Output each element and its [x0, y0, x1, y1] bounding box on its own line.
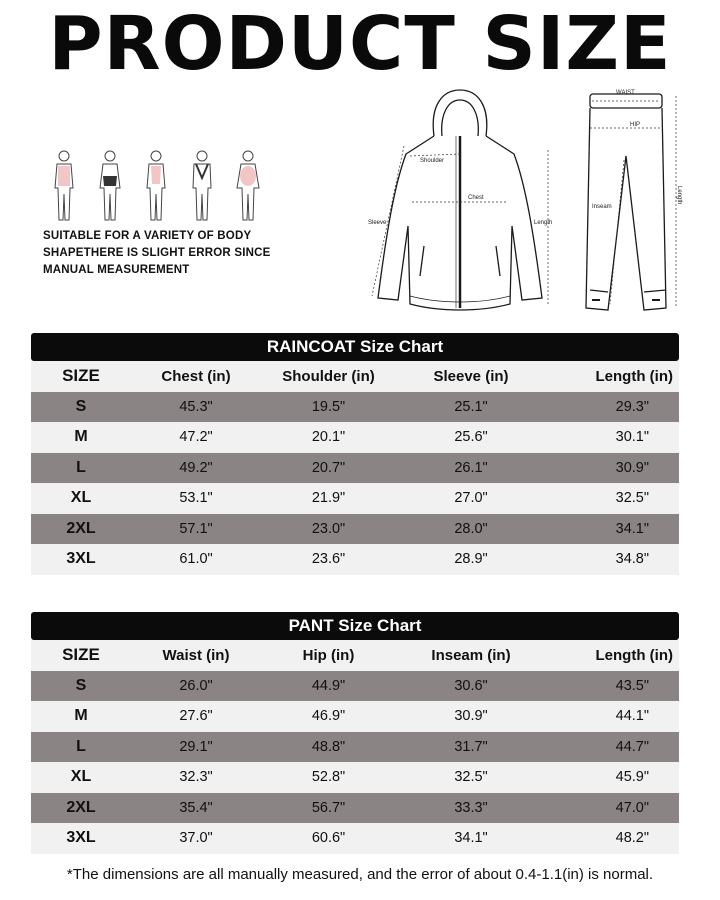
column-header: Inseam (in) — [431, 646, 511, 664]
table-cell: 26.0" — [179, 677, 213, 694]
raincoat-chart-title: RAINCOAT Size Chart — [31, 333, 679, 361]
table-cell: 32.3" — [179, 769, 213, 786]
table-row — [31, 392, 679, 423]
table-cell: 32.5" — [615, 490, 649, 507]
table-cell: 44.7" — [615, 738, 649, 755]
table-cell: 34.1" — [454, 830, 488, 847]
column-header: Shoulder (in) — [282, 367, 375, 385]
table-cell: 56.7" — [311, 799, 346, 816]
table-cell: 44.9" — [311, 677, 346, 694]
size-cell: XL — [70, 768, 92, 786]
raincoat-table — [31, 361, 679, 575]
table-cell: 25.6" — [454, 429, 488, 446]
table-cell: 32.5" — [454, 769, 488, 786]
table-cell: 19.5" — [311, 398, 346, 415]
table-cell: 61.0" — [179, 551, 213, 568]
table-row — [31, 422, 679, 453]
table-cell: 27.6" — [179, 708, 213, 725]
table-cell: 49.2" — [179, 459, 213, 476]
table-row — [31, 732, 679, 763]
table-row — [31, 671, 679, 702]
column-header: Hip (in) — [302, 646, 355, 664]
table-row — [31, 453, 679, 484]
table-row — [31, 544, 679, 575]
size-cell: M — [74, 428, 88, 446]
table-cell: 28.9" — [454, 551, 488, 568]
size-cell: 3XL — [66, 550, 96, 568]
table-cell: 27.0" — [454, 490, 488, 507]
table-cell: 30.6" — [454, 677, 488, 694]
raincoat-diagram — [350, 86, 565, 316]
table-cell: 30.1" — [615, 429, 649, 446]
size-cell: M — [74, 707, 88, 725]
page-title: PRODUCT SIZE — [48, 1, 672, 87]
table-header-row — [31, 361, 679, 392]
shoulder-label: Shoulder — [420, 158, 445, 164]
table-cell: 29.3" — [615, 398, 649, 415]
table-cell: 20.1" — [311, 429, 346, 446]
table-cell: 46.9" — [311, 708, 346, 725]
table-cell: 45.3" — [179, 398, 213, 415]
pant-diagram — [580, 86, 688, 318]
table-cell: 48.2" — [615, 830, 649, 847]
column-header: SIZE — [62, 645, 100, 665]
inseam-label: Inseam — [592, 204, 612, 210]
table-cell: 48.8" — [311, 738, 346, 755]
table-cell: 30.9" — [615, 459, 649, 476]
table-cell: 35.4" — [179, 799, 213, 816]
table-cell: 20.7" — [311, 459, 346, 476]
pant-length-label: Length — [676, 186, 682, 205]
column-header: Length (in) — [595, 646, 673, 664]
table-cell: 53.1" — [179, 490, 213, 507]
table-row — [31, 823, 679, 854]
table-cell: 57.1" — [179, 520, 213, 537]
table-cell: 43.5" — [615, 677, 649, 694]
column-header: SIZE — [62, 366, 100, 386]
size-cell: L — [76, 458, 86, 476]
body-shape-note: SUITABLE FOR A VARIETY OF BODY SHAPETHERE IS SLIGHT ERROR SINCE MANUAL MEASUREMENT — [43, 230, 271, 276]
table-header-row — [31, 640, 679, 671]
waist-label: WAIST — [616, 90, 635, 96]
table-cell: 34.8" — [615, 551, 649, 568]
table-row — [31, 762, 679, 793]
chest-label: Chest — [468, 195, 484, 201]
table-cell: 45.9" — [615, 769, 649, 786]
column-header: Length (in) — [595, 367, 673, 385]
column-header: Waist (in) — [162, 646, 230, 664]
size-cell: 3XL — [66, 829, 96, 847]
table-cell: 37.0" — [179, 830, 213, 847]
table-cell: 23.0" — [311, 520, 346, 537]
table-cell: 33.3" — [454, 799, 488, 816]
column-header: Sleeve (in) — [433, 367, 509, 385]
pant-size-chart — [31, 612, 679, 854]
table-cell: 34.1" — [615, 520, 649, 537]
size-cell: XL — [70, 489, 92, 507]
size-cell: 2XL — [66, 519, 96, 537]
raincoat-size-chart — [31, 333, 679, 575]
table-cell: 29.1" — [179, 738, 213, 755]
table-cell: 23.6" — [311, 551, 346, 568]
table-cell: 52.8" — [311, 769, 346, 786]
table-cell: 44.1" — [615, 708, 649, 725]
table-cell: 31.7" — [454, 738, 488, 755]
body-shapes-illustration — [46, 148, 276, 228]
table-cell: 60.6" — [311, 830, 346, 847]
length-label: Length — [534, 220, 553, 226]
table-cell: 30.9" — [454, 708, 488, 725]
table-cell: 47.2" — [179, 429, 213, 446]
table-row — [31, 701, 679, 732]
footnote: *The dimensions are all manually measured, and the error of about 0.4-1.1(in) is normal. — [66, 866, 654, 883]
table-row — [31, 483, 679, 514]
hip-label: HIP — [630, 122, 641, 128]
table-cell: 26.1" — [454, 459, 488, 476]
size-cell: S — [75, 676, 87, 694]
table-row — [31, 514, 679, 545]
table-cell: 47.0" — [615, 799, 649, 816]
size-cell: S — [75, 397, 87, 415]
table-cell: 28.0" — [454, 520, 488, 537]
table-row — [31, 793, 679, 824]
column-header: Chest (in) — [161, 367, 231, 385]
table-cell: 25.1" — [454, 398, 488, 415]
table-cell: 21.9" — [311, 490, 346, 507]
pant-chart-title: PANT Size Chart — [31, 612, 679, 640]
size-cell: L — [76, 737, 86, 755]
pant-table — [31, 640, 679, 854]
size-cell: 2XL — [66, 798, 96, 816]
sleeve-label: Sleeve — [368, 220, 387, 226]
